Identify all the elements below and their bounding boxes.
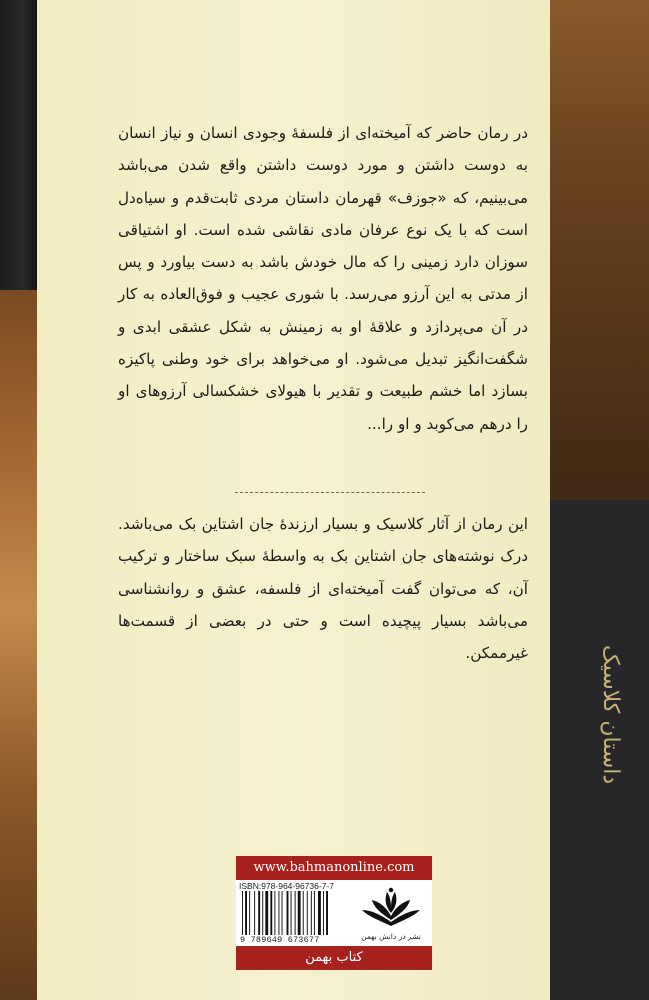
barcode-bar — [307, 891, 308, 935]
barcode-bar — [318, 891, 321, 935]
blurb-paragraph-2: این رمان از آثار کلاسیک و بسیار ارزندهٔ جان اشتاین بک می‌باشد. درک نوشته‌های جان اشتاین بک به واسطهٔ سبک ساختار و ترکیب آن، که می‌توان گفت آمیخته‌ای از فلسفه، عشق و روانشناسی می‌باشد بسیار پیچیده است و حتی در بعضی از قسمت‌ها غیرممکن. — [118, 515, 528, 663]
barcode-image — [240, 891, 336, 935]
barcode-bar — [282, 891, 283, 935]
barcode-bar — [326, 891, 328, 935]
barcode-bar — [270, 891, 272, 935]
isbn-barcode-box — [236, 880, 432, 946]
barcode-bar — [291, 891, 292, 935]
spine-label: داستان کلاسیک — [598, 645, 623, 785]
barcode-bar — [323, 891, 324, 935]
barcode-bar — [298, 891, 301, 935]
section-divider — [235, 492, 425, 493]
barcode-bar — [245, 891, 247, 935]
barcode-bar — [265, 891, 268, 935]
isbn-label: ISBN:978-964-96736-7-7 — [239, 881, 334, 891]
website-bar: www.bahmanonline.com — [236, 856, 432, 880]
barcode-bar — [278, 891, 279, 935]
barcode-bar — [254, 891, 255, 935]
right-cover-strip-wood — [550, 0, 649, 500]
barcode-bar — [258, 891, 260, 935]
barcode-bar — [287, 891, 289, 935]
left-cover-strip-wood — [0, 290, 37, 1000]
publisher-logo-icon — [358, 886, 424, 930]
barcode-bar — [311, 891, 312, 935]
barcode-bar — [249, 891, 250, 935]
barcode-digits: 9 789649 673677 — [240, 935, 320, 945]
barcode-bar — [242, 891, 243, 935]
barcode-bar — [262, 891, 263, 935]
publisher-name-bar: کتاب بهمن — [236, 946, 432, 970]
barcode-bar — [314, 891, 315, 935]
barcode-bar — [303, 891, 304, 935]
publisher-logo-caption: نشر در دانش بهمن — [361, 932, 421, 941]
barcode-bar — [274, 891, 275, 935]
left-cover-strip-dark — [0, 0, 37, 290]
barcode-bar — [295, 891, 296, 935]
blurb-paragraph-1: در رمان حاضر که آمیخته‌ای از فلسفهٔ وجودی انسان و نیاز انسان به دوست داشتن و مورد دوست داشتن واقع شدن می‌باشد می‌بینیم، که «جوزف» قهرمان داستان مردی ثابت‌قدم و سیاه‌دل است که با یک نوع عرفان مادی نقاشی شده است. او اشتیاقی سوزان دارد زمینی را که مال خودش باشد به دست بیاورد و پس از مدتی به این آرزو می‌رسد. با شوری عجیب و فوق‌العاده به کار در آن می‌پردازد و علاقهٔ او به زمینش به شکل عشقی ابدی و شگفت‌انگیز تبدیل می‌شود. او می‌خواهد برای خود وطنی پاکیزه بسازد اما خشم طبیعت و تقدیر با هیولای خشکسالی آرزوهای او را درهم می‌کوبد و او را... — [118, 124, 528, 433]
